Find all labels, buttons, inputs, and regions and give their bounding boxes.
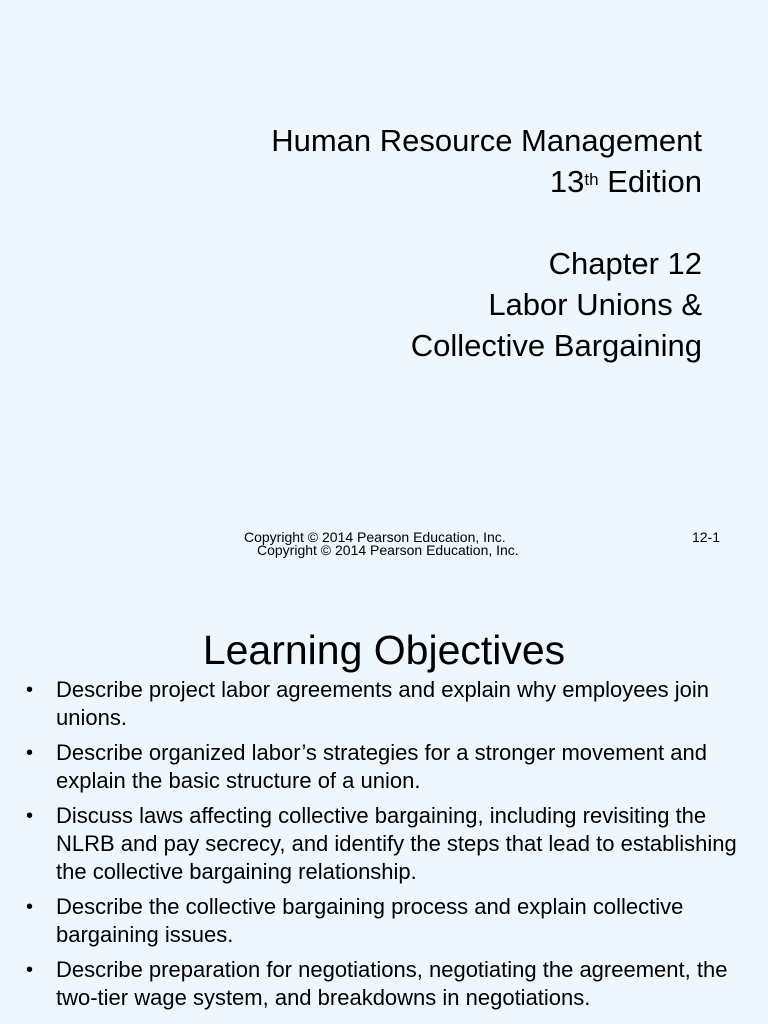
learning-objectives-heading: Learning Objectives [202, 627, 566, 673]
bullet-icon: • [26, 959, 34, 981]
chapter-topic-line1: Labor Unions & [488, 287, 702, 322]
chapter-topic-line2: Collective Bargaining [410, 328, 702, 363]
objective-text: Describe project labor agreements and explain why employees join unions. [56, 677, 710, 730]
copyright-notice: Copyright © 2014 Pearson Education, Inc. [244, 529, 506, 545]
edition-number: 13 [549, 164, 585, 199]
edition-line [271, 161, 702, 202]
book-title: Human Resource Management [271, 123, 702, 158]
objective-item [0, 802, 768, 886]
chapter-label: Chapter 12 [548, 246, 702, 281]
objective-text: Discuss laws affecting collective bargaining, including revisiting the NLRB and pay secrecy, and identify the steps that lead to establishing the collective bargaining relationship. [56, 803, 737, 884]
objective-text: Describe preparation for negotiations, negotiating the agreement, the two-tier wage system, and breakdowns in negotiations. [56, 957, 728, 1010]
bullet-icon: • [26, 896, 34, 918]
edition-word: Edition [607, 164, 702, 199]
title-gap [271, 202, 702, 243]
objective-text: Describe the collective bargaining process and explain collective bargaining issues. [56, 894, 684, 947]
objective-text: Describe organized labor’s strategies for a stronger movement and explain the basic structure of a union. [56, 740, 707, 793]
edition-suffix: th [584, 170, 599, 189]
objective-item [0, 956, 768, 1012]
bullet-icon: • [26, 679, 34, 701]
objectives-list [0, 676, 768, 1019]
slide-number: 12-1 [692, 529, 721, 545]
objective-item [0, 739, 768, 795]
bullet-icon: • [26, 805, 34, 827]
copyright-notice-duplicate: Copyright © 2014 Pearson Education, Inc. [257, 542, 519, 558]
title-block [271, 120, 702, 366]
bullet-icon: • [26, 742, 34, 764]
objective-item [0, 893, 768, 949]
objective-item [0, 676, 768, 732]
